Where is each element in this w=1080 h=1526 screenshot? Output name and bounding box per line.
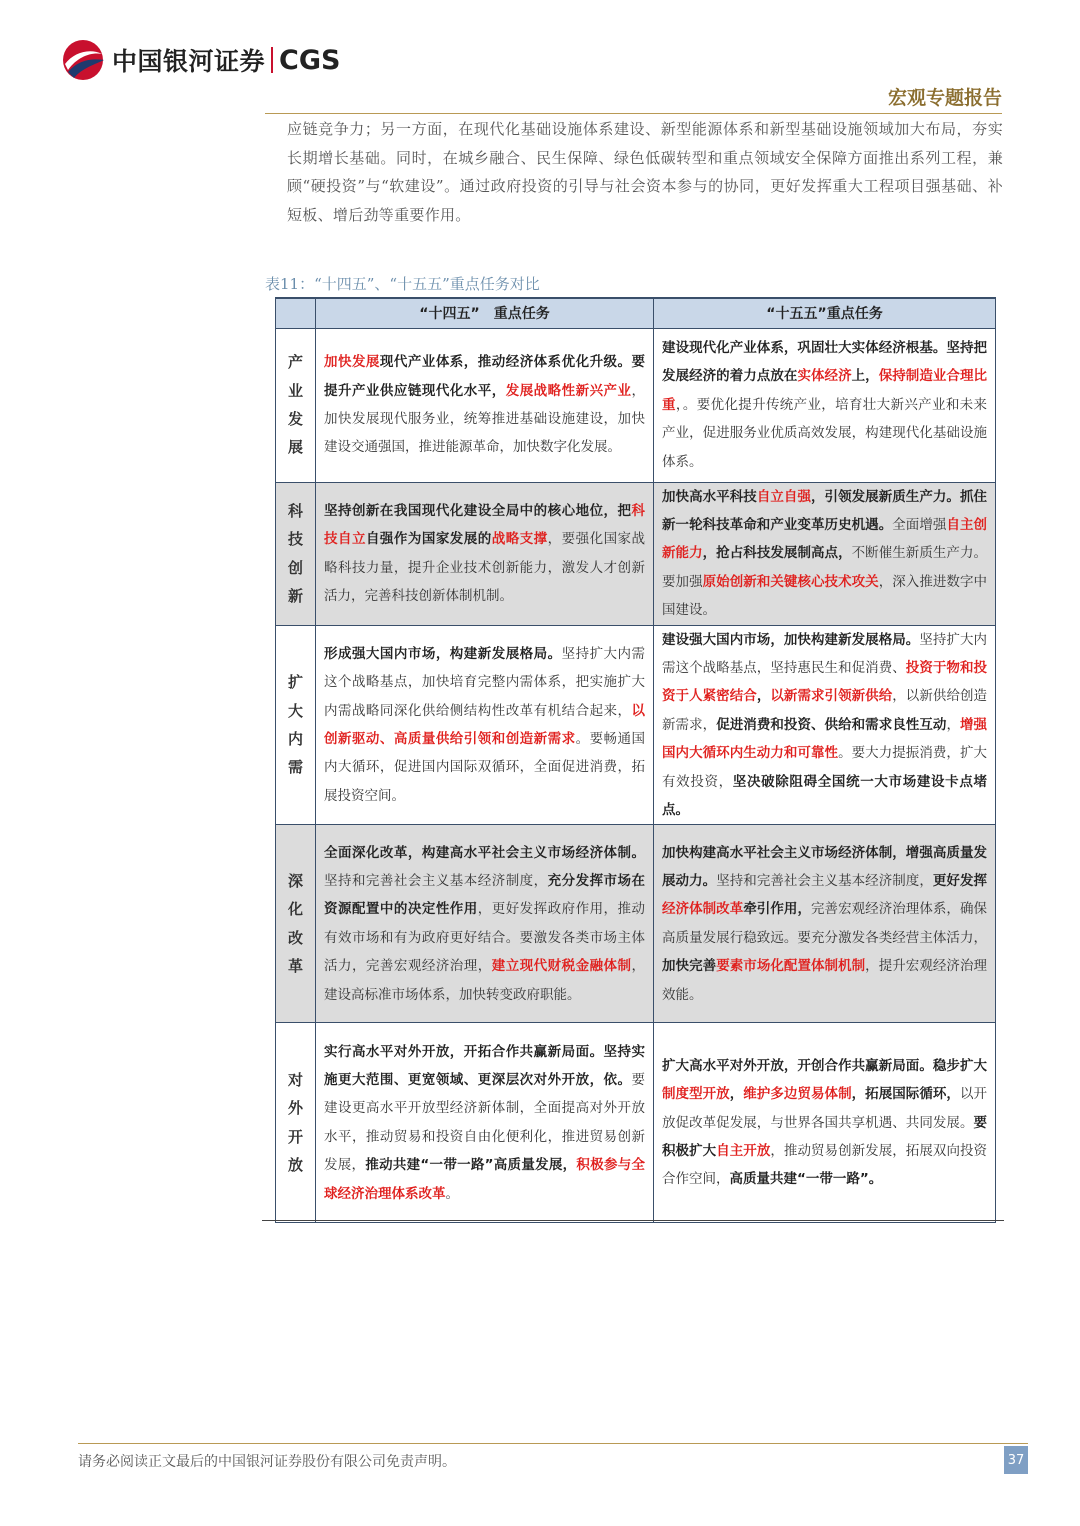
category-char: 发 bbox=[287, 410, 303, 428]
bold-text: 自强作为国家发展的 bbox=[365, 531, 492, 548]
bold-text: 促进消费和投资、供给和需求良性互动 bbox=[716, 716, 947, 733]
highlight-text: 维护多边贸易体制 bbox=[743, 1086, 852, 1103]
category-char: 化 bbox=[287, 900, 303, 919]
header-15th-plan: “十五五”重点任务 bbox=[654, 298, 996, 328]
bold-text: 坚持创新在我国现代化建设全局中的核心地位，把 bbox=[324, 502, 632, 519]
bold-text: 建设现代化产业体系，巩固壮大实体经济根基。坚持把发展经济的着力点放在 bbox=[662, 339, 987, 385]
bold-text: 加快高水平科技 bbox=[662, 488, 757, 505]
cell-14th-plan bbox=[316, 625, 654, 825]
category-char: 科 bbox=[287, 501, 303, 520]
highlight-text: 增强国内大循环内生动力和可靠性 bbox=[662, 716, 988, 762]
body-text: ，建设高标准市场体系，加快转变政府职能。 bbox=[324, 958, 646, 1003]
highlight-text: 科技自立 bbox=[324, 502, 645, 548]
category-char: 技 bbox=[287, 530, 303, 549]
bold-text: 坚决破除阻碍全国统一大市场建设卡点堵点。 bbox=[662, 773, 988, 818]
highlight-text: 以创新驱动、高质量供给引领和创造新需求 bbox=[324, 702, 645, 747]
header-14th-plan: “十四五” 重点任务 bbox=[316, 298, 654, 328]
cell-15th-plan bbox=[654, 625, 996, 825]
report-type: 宏观专题报告 bbox=[887, 87, 1002, 109]
body-text: 以开放促改革促发展，与世界各国共享机遇、共同发展。 bbox=[662, 1086, 988, 1131]
bold-text: 建设强大国内市场，加快构建新发展格局。 bbox=[662, 631, 920, 648]
category-char: 放 bbox=[287, 1156, 303, 1175]
highlight-text: 要素市场化配置体制机制 bbox=[716, 958, 866, 975]
body-text: ，要强化国家战略科技力量，提升企业技术创新能力，激发人才创新活力，完善科技创新体制机制。 bbox=[324, 531, 646, 604]
body-text: ，。要优化提升传统产业，培育壮大新兴产业和未来产业，促进服务业优质高效发展，构建现代化基础设施体系。 bbox=[662, 396, 988, 470]
row-category bbox=[276, 825, 316, 1023]
body-text: 坚持和完善社会主义基本经济制度， bbox=[324, 873, 548, 890]
comparison-table bbox=[275, 297, 996, 1223]
bold-text: 加快构建高水平社会主义市场经济体制，增强高质量发展动力。 bbox=[662, 844, 987, 890]
body-text: ，提升宏观经济治理效能。 bbox=[662, 958, 988, 1003]
row-category bbox=[276, 328, 316, 482]
body-text: ，以新供给创造新需求， bbox=[662, 688, 988, 733]
category-char: 新 bbox=[287, 586, 303, 605]
category-char: 需 bbox=[287, 758, 303, 777]
cell-15th-plan bbox=[654, 328, 996, 482]
cell-14th-plan bbox=[316, 328, 654, 482]
highlight-text: 保持制造业合理比重 bbox=[662, 368, 988, 413]
highlight-text: 原始创新和关键核心技术攻关 bbox=[702, 573, 879, 590]
body-text: ， bbox=[946, 716, 960, 733]
bold-text: ，引领发展新质生产力。抓住新一轮科技革命和产业变革历史机遇。 bbox=[662, 488, 988, 533]
galaxy-logo-icon bbox=[60, 38, 106, 82]
bold-text: ， bbox=[756, 688, 771, 705]
table-row bbox=[276, 1023, 996, 1223]
bold-text: ，拓展国际循环， bbox=[851, 1086, 960, 1103]
bold-text: 要积极扩大 bbox=[662, 1114, 987, 1160]
body-text: 完善宏观经济治理体系，确保高质量发展行稳致远。要充分激发各类经营主体活力， bbox=[662, 901, 988, 946]
body-text: 。要畅通国内大循环，促进国内国际双循环，全面促进消费，拓展投资空间。 bbox=[324, 730, 646, 804]
table-row bbox=[276, 825, 996, 1023]
category-char: 革 bbox=[287, 957, 303, 976]
category-char: 开 bbox=[287, 1127, 303, 1146]
category-char: 业 bbox=[287, 381, 303, 400]
category-char: 内 bbox=[287, 729, 303, 748]
cell-14th-plan bbox=[316, 482, 654, 625]
highlight-text: 实体经济 bbox=[797, 368, 852, 385]
category-char: 展 bbox=[287, 438, 303, 457]
table-body bbox=[276, 328, 996, 1223]
body-text: ，加快发展现代服务业，统筹推进基础设施建设，加快建设交通强国，推进能源革命，加快数字化发展。 bbox=[324, 382, 646, 456]
cell-15th-plan bbox=[654, 482, 996, 625]
highlight-text: 自主创新能力 bbox=[662, 516, 988, 562]
body-text: 要建设更高水平开放型经济新体制，全面提高对外开放水平，推动贸易和投资自由化便利化，推进贸易创新发展， bbox=[324, 1072, 645, 1174]
body-text: 坚持和完善社会主义基本经济制度， bbox=[716, 873, 933, 890]
body-text: 不断催生新质生产力。要加强 bbox=[662, 545, 988, 590]
highlight-text: 经济体制改革 bbox=[662, 901, 744, 918]
bold-text: 现代产业体系，推动经济体系优化升级。要提升产业供应链现代化水平， bbox=[324, 354, 646, 399]
intro-paragraph: 应链竞争力；另一方面，在现代化基础设施体系建设、新型能源体系和新型基础设施领域加大布局，夯实长期增长基础。同时，在城乡融合、民生保障、绿色低碳转型和重点领域安全保障方面推出系列工程，兼顾“硬投资”与“软建设”。通过政府投资的引导与社会资本参与的协同，更好发挥重大工程项目强基础、补短板、增后劲等重要作用。 bbox=[287, 120, 1003, 224]
logo-divider bbox=[271, 47, 273, 73]
bold-text: 更好发挥 bbox=[932, 873, 988, 890]
row-category bbox=[276, 482, 316, 625]
bold-text: ， bbox=[729, 1086, 744, 1103]
bold-text: 扩大高水平对外开放，开创合作共赢新局面。稳步扩大 bbox=[662, 1057, 987, 1074]
bold-text: 充分发挥市场在资源配置中的决定性作用 bbox=[324, 873, 646, 918]
body-text: 。 bbox=[445, 1185, 459, 1202]
highlight-text: 制度型开放 bbox=[662, 1086, 730, 1103]
body-text: ，深入推进数字中国建设。 bbox=[662, 573, 988, 619]
page-number: 37 bbox=[1004, 1446, 1028, 1474]
highlight-text: 自主开放 bbox=[716, 1143, 771, 1160]
table-bottom-rule bbox=[262, 1220, 1004, 1221]
row-category bbox=[276, 1023, 316, 1223]
table-row bbox=[276, 328, 996, 482]
category-char: 外 bbox=[287, 1099, 303, 1118]
company-logo bbox=[60, 38, 340, 82]
body-text: ，更好发挥政府作用，推动有效市场和有为政府更好结合。要激发各类市场主体活力，完善宏观经济治理， bbox=[324, 901, 645, 975]
bold-text: 加快完善 bbox=[662, 958, 717, 975]
body-text: 坚持扩大内需这个战略基点，加快培育完整内需体系，把实施扩大内需战略同深化供给侧结构性改革有机结合起来， bbox=[324, 645, 646, 719]
bold-text: 上， bbox=[851, 368, 879, 385]
highlight-text: 以新需求引领新供给 bbox=[770, 688, 893, 705]
category-char: 创 bbox=[287, 558, 303, 577]
highlight-text: 战略支撑 bbox=[491, 531, 548, 548]
table-row bbox=[276, 482, 996, 625]
category-char: 深 bbox=[287, 872, 303, 891]
table-header-row bbox=[276, 298, 996, 328]
highlight-text: 积极参与全球经济治理体系改革 bbox=[324, 1157, 646, 1202]
bold-text: 推动共建“一带一路”高质量发展， bbox=[365, 1157, 577, 1174]
disclaimer: 请务必阅读正文最后的中国银河证券股份有限公司免责声明。 bbox=[78, 1454, 456, 1470]
category-char: 大 bbox=[287, 701, 303, 720]
category-char: 扩 bbox=[287, 673, 303, 692]
cell-14th-plan bbox=[316, 825, 654, 1023]
highlight-text: 建立现代财税金融体制 bbox=[491, 958, 632, 975]
bold-text: 牵引作用， bbox=[743, 901, 811, 918]
highlight-text: 发展战略性新兴产业 bbox=[505, 382, 632, 399]
body-text: 坚持扩大内需这个战略基点，坚持惠民生和促消费、 bbox=[662, 631, 988, 676]
cell-15th-plan bbox=[654, 825, 996, 1023]
cell-15th-plan bbox=[654, 1023, 996, 1223]
bold-text: 形成强大国内市场，构建新发展格局。 bbox=[324, 645, 562, 662]
category-char: 对 bbox=[287, 1071, 303, 1090]
bold-text: ，抢占科技发展制高点， bbox=[702, 545, 852, 562]
header-blank bbox=[276, 298, 316, 328]
table-row bbox=[276, 625, 996, 825]
body-text: 。要大力提振消费，扩大有效投资， bbox=[662, 745, 988, 790]
cell-14th-plan bbox=[316, 1023, 654, 1223]
highlight-text: 加快发展 bbox=[324, 354, 380, 371]
body-text: 全面增强 bbox=[892, 516, 947, 533]
footer-divider bbox=[78, 1443, 1028, 1444]
highlight-text: 自立自强 bbox=[756, 488, 811, 505]
row-category bbox=[276, 625, 316, 825]
category-char: 产 bbox=[287, 353, 303, 372]
logo-text: 中国银河证券 bbox=[112, 47, 266, 76]
highlight-text: 投资于物和投资于人紧密结合 bbox=[662, 659, 988, 705]
bold-text: 实行高水平对外开放，开拓合作共赢新局面。坚持实施更大范围、更宽领域、更深层次对外开放，依。 bbox=[324, 1043, 645, 1089]
body-text: ，推动贸易创新发展，拓展双向投资合作空间， bbox=[662, 1143, 988, 1188]
logo-abbr: CGS bbox=[279, 44, 341, 76]
bold-text: 全面深化改革，构建高水平社会主义市场经济体制。 bbox=[324, 844, 645, 861]
header-divider bbox=[265, 113, 1002, 114]
table-caption: 表11：“十四五”、“十五五”重点任务对比 bbox=[265, 275, 540, 293]
bold-text: 高质量共建“一带一路”。 bbox=[729, 1171, 883, 1188]
category-char: 改 bbox=[287, 928, 303, 947]
